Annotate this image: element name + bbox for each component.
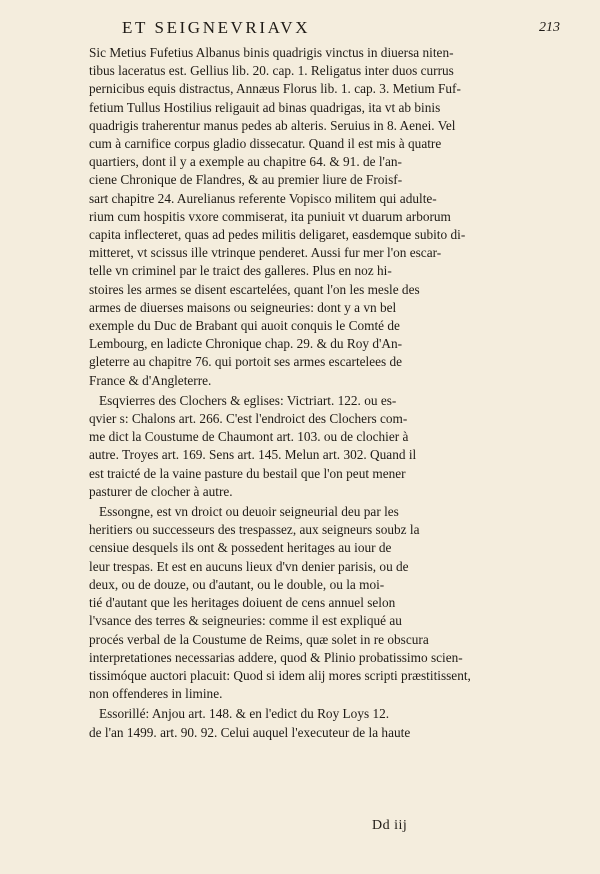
text-line: censiue desquels ils ont & possedent heritages au iour de <box>89 540 392 556</box>
text-body <box>89 44 531 744</box>
text-line: gleterre au chapitre 76. qui portoit ses armes escartelees de <box>89 354 403 370</box>
running-head: ET SEIGNEVRIAVX <box>122 18 311 37</box>
text-line: interpretationes necessarias addere, quod & Plinio probatissimo scien- <box>89 649 463 665</box>
text-line: l'vsance des terres & seigneuries: comme il est expliqué au <box>89 613 402 629</box>
text-line: me dict la Coustume de Chaumont art. 103. ou de clochier à <box>89 429 409 445</box>
text-line: Essorillé: Anjou art. 148. & en l'edict du Roy Loys 12. <box>99 706 390 722</box>
paragraph-esquierres <box>89 392 531 501</box>
text-line: tié d'autant que les heritages doiuent de cens annuel selon <box>89 595 396 611</box>
paragraph-essorille <box>89 705 531 741</box>
signature-mark: Dd iij <box>372 818 408 833</box>
paragraph-quartiers <box>89 44 531 390</box>
text-line: stoires les armes se disent escartelées, quant l'on les mesle des <box>89 281 420 297</box>
page-header <box>90 18 560 44</box>
text-line: pasturer de clocher à autre. <box>89 483 233 499</box>
text-line: exemple du Duc de Brabant qui auoit conquis le Comté de <box>89 318 400 334</box>
text-line: armes de diuerses maisons ou seigneuries: dont y a vn bel <box>89 299 397 315</box>
text-line: ciene Chronique de Flandres, & au premier liure de Froisf- <box>89 172 403 188</box>
text-line: Lembourg, en ladicte Chronique chap. 29. & du Roy d'An- <box>89 336 403 352</box>
text-line: autre. Troyes art. 169. Sens art. 145. Melun art. 302. Quand il <box>89 447 417 463</box>
text-line: de l'an 1499. art. 90. 92. Celui auquel l'executeur de la haute <box>89 724 411 740</box>
text-line: telle vn criminel par le traict des galleres. Plus en noz hi- <box>89 263 392 279</box>
text-line: qvier s: Chalons art. 266. C'est l'endroict des Clochers com- <box>89 411 408 427</box>
text-line: Essongne, est vn droict ou deuoir seigneurial deu par les <box>99 504 399 520</box>
text-line: sart chapitre 24. Aurelianus referente Vopisco militem qui adulte- <box>89 190 437 206</box>
text-line: non offenderes in limine. <box>89 686 223 702</box>
text-line: France & d'Angleterre. <box>89 372 212 388</box>
text-line: pernicibus equis distractus, Annæus Florus lib. 1. cap. 3. Metium Fuf- <box>89 81 461 97</box>
text-line: rium cum hospitis vxore commiserat, ita puniuit vt duarum arborum <box>89 208 451 224</box>
text-line: Esqvierres des Clochers & eglises: Victriart. 122. ou es- <box>99 392 397 408</box>
text-line: capita inflecteret, quas ad pedes militis deligaret, easdemque subito di- <box>89 227 466 243</box>
text-line: quadrigis traherentur manus pedes ab alteris. Seruius in 8. Aenei. Vel <box>89 117 456 133</box>
text-line: fetium Tullus Hostilius religauit ad binas quadrigas, ita vt ab binis <box>89 99 441 115</box>
text-line: leur trespas. Et est en aucuns lieux d'vn denier parisis, ou de <box>89 558 409 574</box>
text-line: tibus laceratus est. Gellius lib. 20. cap. 1. Religatus inter duos currus <box>89 63 454 79</box>
text-line: Sic Metius Fufetius Albanus binis quadrigis vinctus in diuersa niten- <box>89 45 454 60</box>
text-line: quartiers, dont il y a exemple au chapitre 64. & 91. de l'an- <box>89 154 402 170</box>
text-line: procés verbal de la Coustume de Reims, quæ solet in re obscura <box>89 631 429 647</box>
text-line: heritiers ou successeurs des trespassez, aux seigneurs soubz la <box>89 522 420 538</box>
page-number: 213 <box>539 20 560 35</box>
paragraph-essongne <box>89 503 531 703</box>
text-line: deux, ou de douze, ou d'autant, ou le double, ou la moi- <box>89 576 385 592</box>
text-line: mitteret, vt scissus ille vtrinque penderet. Aussi fur mer l'on escar- <box>89 245 442 261</box>
text-line: est traicté de la vaine pasture du bestail que l'on peut mener <box>89 465 406 481</box>
text-line: tissimóque auctori placuit: Quod si idem alij mores scripti præstitissent, <box>89 667 471 683</box>
text-line: cum à carnifice corpus gladio dissecatur. Quand il est mis à quatre <box>89 136 442 152</box>
